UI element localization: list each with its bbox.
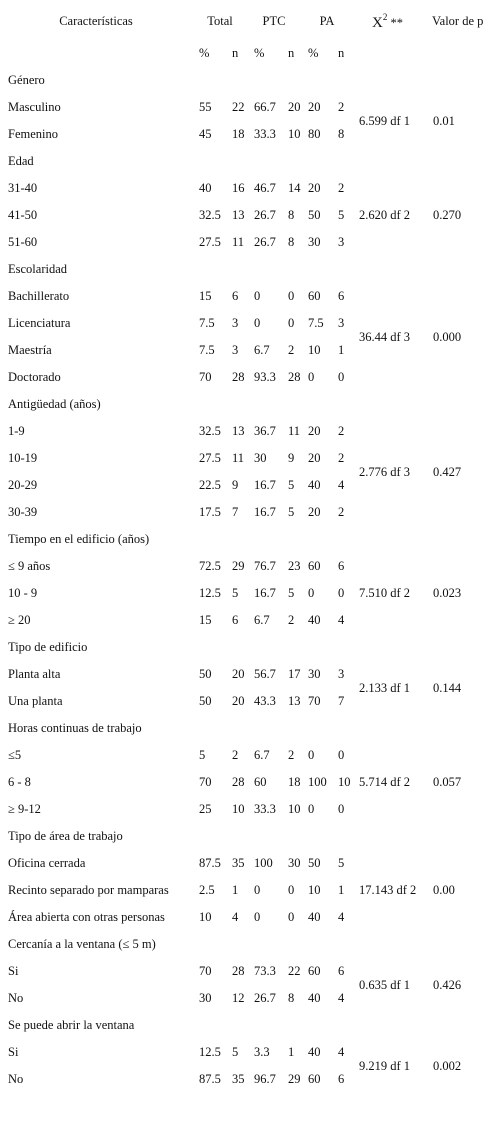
row-value: 40 [308,910,321,924]
row-value: 50 [199,694,212,708]
row-value: 6 [232,613,239,627]
row-value: 5 [288,505,295,519]
row-value: 0 [308,748,315,762]
row-value: 7 [338,694,345,708]
row-value: 87.5 [199,856,221,870]
row-value: 5 [288,478,295,492]
header-valor-p: Valor de p [432,14,484,28]
row-label: No [8,991,24,1005]
row-label: Femenino [8,127,58,141]
row-value: 36.7 [254,424,276,438]
row-value: 40 [308,613,321,627]
section-title: Tipo de área de trabajo [8,829,123,843]
row-value: 11 [288,424,301,438]
row-value: 35 [232,856,245,870]
row-label: 10-19 [8,451,38,465]
row-value: 0 [288,883,295,897]
row-label: ≥ 20 [8,613,31,627]
row-label: Doctorado [8,370,61,384]
row-value: 5 [232,1045,239,1059]
row-value: 6 [232,289,239,303]
p-value: 0.270 [433,208,462,222]
section-title: Se puede abrir la ventana [8,1018,135,1032]
header-chi-square: $X^2$ ** [372,12,403,32]
row-value: 72.5 [199,559,221,573]
row-label: 1-9 [8,424,25,438]
row-label: Maestría [8,343,52,357]
row-value: 15 [199,613,212,627]
row-value: 6.7 [254,748,270,762]
chi-square-value: 7.510 df 2 [359,586,411,600]
section-title: Género [8,73,45,87]
row-label: Si [8,964,19,978]
row-value: 7.5 [308,316,324,330]
row-value: 8 [288,208,295,222]
row-value: 50 [308,208,321,222]
row-value: 7.5 [199,343,215,357]
row-value: 3 [338,667,345,681]
p-value: 0.01 [433,113,455,128]
row-value: 30 [308,235,321,249]
row-value: 7 [232,505,239,519]
row-value: 11 [232,235,245,249]
row-value: 100 [308,775,327,789]
row-value: 70 [308,694,321,708]
row-value: 43.3 [254,694,276,708]
row-value: 33.3 [254,127,276,141]
section-title: Edad [8,154,34,168]
row-value: 4 [338,478,345,492]
row-value: 33.3 [254,802,276,816]
row-value: 50 [308,856,321,870]
row-value: 8 [288,235,295,249]
p-value: 0.002 [433,1058,462,1073]
row-value: 28 [232,370,245,384]
row-value: 30 [254,451,267,465]
row-value: 20 [308,505,321,519]
row-value: 40 [308,991,321,1005]
row-value: 2 [338,505,345,519]
row-value: 23 [288,559,301,573]
p-value: 0.057 [433,775,462,789]
row-value: 18 [288,775,301,789]
row-value: 5 [338,856,345,870]
subheader-percent: % [308,46,319,60]
section-title: Tipo de edificio [8,640,88,654]
section-title: Tiempo en el edificio (años) [8,532,150,546]
row-label: 30-39 [8,505,38,519]
row-value: 3 [338,316,345,330]
row-label: Recinto separado por mamparas [8,883,169,897]
row-value: 66.7 [254,100,276,114]
row-value: 4 [338,613,345,627]
chi-square-value: 9.219 df 1 [359,1058,411,1073]
row-value: 17 [288,667,301,681]
row-value: 2 [288,613,295,627]
row-value: 5 [232,586,239,600]
row-value: 13 [288,694,301,708]
row-label: Si [8,1045,19,1059]
row-value: 3.3 [254,1045,270,1059]
row-value: 1 [232,883,239,897]
row-value: 20 [308,424,321,438]
row-value: 20 [232,694,245,708]
row-value: 6 [338,289,345,303]
row-value: 56.7 [254,667,276,681]
row-value: 12 [232,991,245,1005]
section-title: Cercanía a la ventana (≤ 5 m) [8,937,156,951]
chi-square-value: 5.714 df 2 [359,775,411,789]
row-label: 20-29 [8,478,38,492]
row-value: 16.7 [254,478,276,492]
row-value: 27.5 [199,451,221,465]
row-value: 1 [288,1045,295,1059]
row-value: 32.5 [199,208,221,222]
row-value: 40 [199,181,212,195]
row-label: 6 - 8 [8,775,31,789]
row-value: 93.3 [254,370,276,384]
row-label: Una planta [8,694,63,708]
row-value: 30 [288,856,301,870]
row-label: Licenciatura [8,316,71,330]
chi-square-value: 2.620 df 2 [359,208,411,222]
row-label: Bachillerato [8,289,70,303]
row-value: 16 [232,181,245,195]
row-value: 70 [199,370,212,384]
row-value: 28 [232,964,245,978]
row-value: 8 [338,127,345,141]
row-value: 27.5 [199,235,221,249]
section-title: Antigüedad (años) [8,397,101,411]
row-value: 2 [338,100,345,114]
row-value: 17.5 [199,505,221,519]
row-value: 20 [308,181,321,195]
row-value: 9 [288,451,295,465]
chi-square-value: 0.635 df 1 [359,977,411,992]
row-value: 29 [288,1072,301,1086]
row-value: 20 [308,100,321,114]
row-value: 29 [232,559,245,573]
row-value: 0 [288,910,295,924]
row-value: 10 [288,802,301,816]
row-value: 60 [308,1072,321,1086]
row-value: 0 [338,370,345,384]
row-value: 16.7 [254,505,276,519]
row-value: 12.5 [199,1045,221,1059]
section-title: Horas continuas de trabajo [8,721,142,735]
chi-square-value: 6.599 df 1 [359,113,411,128]
row-value: 0 [254,316,261,330]
row-label: ≥ 9-12 [8,802,41,816]
row-label: 31-40 [8,181,38,195]
row-value: 22 [288,964,301,978]
row-value: 15 [199,289,212,303]
row-value: 6.7 [254,343,270,357]
row-label: No [8,1072,24,1086]
row-label: Masculino [8,100,61,114]
row-value: 55 [199,100,212,114]
row-value: 28 [232,775,245,789]
row-value: 8 [288,991,295,1005]
row-value: 2 [232,748,239,762]
p-value: 0.144 [433,680,462,695]
row-value: 13 [232,208,245,222]
row-label: Área abierta con otras personas [8,910,165,924]
row-value: 0 [288,316,295,330]
row-value: 10 [308,883,321,897]
row-value: 5 [288,586,295,600]
row-value: 6 [338,559,345,573]
row-value: 4 [232,910,239,924]
row-value: 20 [308,451,321,465]
row-value: 5 [199,748,206,762]
row-value: 60 [308,559,321,573]
row-value: 30 [308,667,321,681]
row-value: 22 [232,100,245,114]
row-value: 20 [288,100,301,114]
row-value: 4 [338,991,345,1005]
row-value: 3 [338,235,345,249]
header-total: Total [207,14,233,28]
row-value: 2 [288,748,295,762]
row-value: 50 [199,667,212,681]
row-value: 26.7 [254,235,276,249]
row-value: 7.5 [199,316,215,330]
p-value: 0.427 [433,464,462,479]
row-value: 16.7 [254,586,276,600]
subheader-percent: % [199,46,210,60]
row-value: 2 [338,424,345,438]
chi-square-value: 17.143 df 2 [359,883,417,897]
row-value: 9 [232,478,239,492]
row-value: 6.7 [254,613,270,627]
row-value: 2 [338,451,345,465]
row-value: 100 [254,856,273,870]
p-value: 0.023 [433,586,462,600]
row-value: 14 [288,181,301,195]
row-value: 12.5 [199,586,221,600]
row-value: 22.5 [199,478,221,492]
row-value: 0 [308,586,315,600]
row-value: 26.7 [254,208,276,222]
row-value: 40 [308,478,321,492]
row-value: 2.5 [199,883,215,897]
row-value: 32.5 [199,424,221,438]
row-value: 28 [288,370,301,384]
row-value: 10 [308,343,321,357]
row-value: 18 [232,127,245,141]
row-value: 0 [254,883,261,897]
row-label: ≤ 9 años [8,559,51,573]
p-value: 0.000 [433,329,462,344]
row-label: Oficina cerrada [8,856,86,870]
row-value: 10 [288,127,301,141]
row-value: 0 [254,289,261,303]
row-value: 35 [232,1072,245,1086]
row-value: 60 [308,289,321,303]
p-value: 0.426 [433,977,462,992]
row-value: 26.7 [254,991,276,1005]
row-value: 3 [232,343,239,357]
row-value: 2 [338,181,345,195]
row-value: 96.7 [254,1072,276,1086]
chi-square-value: 2.776 df 3 [359,464,411,479]
row-value: 10 [232,802,245,816]
chi-square-value: 36.44 df 3 [359,329,411,344]
row-value: 6 [338,964,345,978]
row-value: 1 [338,883,345,897]
row-label: 51-60 [8,235,38,249]
row-value: 0 [338,586,345,600]
row-value: 40 [308,1045,321,1059]
row-value: 0 [338,802,345,816]
row-label: 41-50 [8,208,38,222]
row-value: 11 [232,451,245,465]
subheader-percent: % [254,46,265,60]
row-value: 87.5 [199,1072,221,1086]
row-value: 0 [308,802,315,816]
row-value: 46.7 [254,181,276,195]
row-value: 0 [288,289,295,303]
row-value: 0 [308,370,315,384]
row-label: 10 - 9 [8,586,38,600]
row-label: Planta alta [8,667,61,681]
row-value: 4 [338,910,345,924]
row-value: 80 [308,127,321,141]
row-value: 45 [199,127,212,141]
row-label: ≤5 [8,748,22,762]
subheader-n: n [338,46,345,60]
row-value: 76.7 [254,559,276,573]
row-value: 10 [199,910,212,924]
p-value: 0.00 [433,883,455,897]
row-value: 6 [338,1072,345,1086]
header-ptc: PTC [262,14,286,28]
row-value: 30 [199,991,212,1005]
row-value: 13 [232,424,245,438]
header-caracteristicas: Características [59,14,133,28]
row-value: 0 [338,748,345,762]
subheader-n: n [288,46,295,60]
row-value: 20 [232,667,245,681]
row-value: 70 [199,964,212,978]
row-value: 73.3 [254,964,276,978]
row-value: 1 [338,343,345,357]
subheader-n: n [232,46,239,60]
row-value: 25 [199,802,212,816]
header-pa: PA [319,14,335,28]
chi-square-value: 2.133 df 1 [359,680,411,695]
row-value: 60 [254,775,267,789]
row-value: 10 [338,775,351,789]
row-value: 4 [338,1045,345,1059]
row-value: 3 [232,316,239,330]
section-title: Escolaridad [8,262,68,276]
row-value: 2 [288,343,295,357]
row-value: 70 [199,775,212,789]
row-value: 60 [308,964,321,978]
row-value: 0 [254,910,261,924]
row-value: 5 [338,208,345,222]
